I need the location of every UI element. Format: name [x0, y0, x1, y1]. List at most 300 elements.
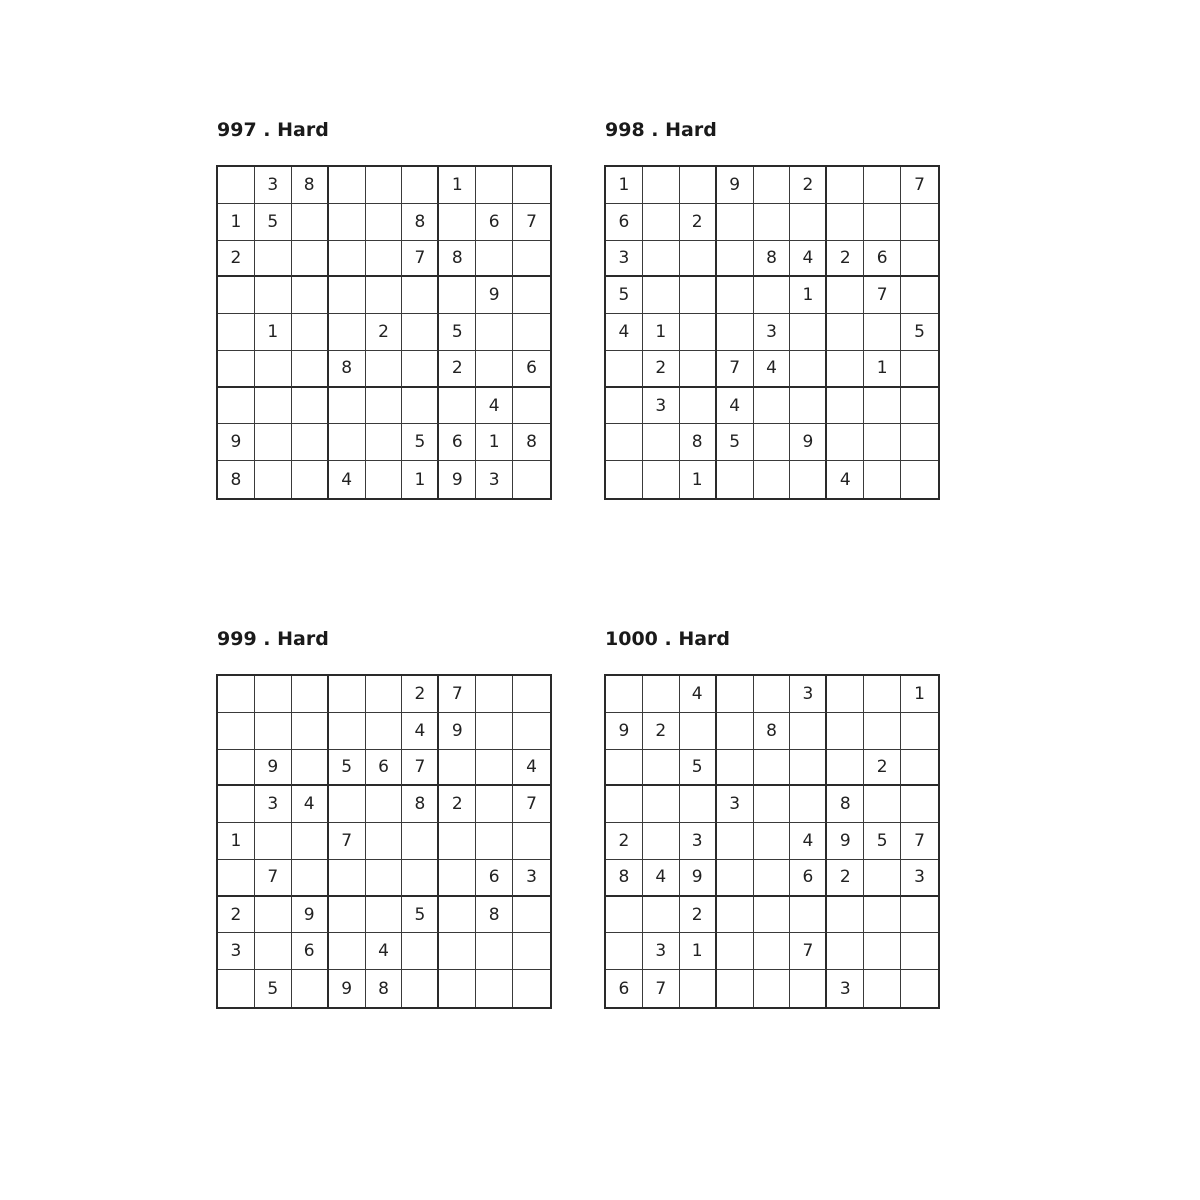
given-digit-cell: 4 [754, 351, 791, 388]
given-digit-cell: 2 [218, 897, 255, 934]
empty-cell[interactable] [476, 970, 513, 1007]
empty-cell[interactable] [790, 388, 827, 425]
given-digit-cell: 2 [606, 823, 643, 860]
empty-cell[interactable] [329, 277, 366, 314]
given-digit-cell: 2 [218, 241, 255, 278]
empty-cell[interactable] [292, 970, 329, 1007]
empty-cell[interactable] [754, 897, 791, 934]
empty-cell[interactable] [292, 461, 329, 498]
given-digit-cell: 4 [329, 461, 366, 498]
given-digit-cell: 6 [606, 204, 643, 241]
empty-cell[interactable] [606, 461, 643, 498]
empty-cell[interactable] [292, 713, 329, 750]
given-digit-cell: 9 [218, 424, 255, 461]
empty-cell[interactable] [754, 277, 791, 314]
given-digit-cell: 9 [606, 713, 643, 750]
empty-cell[interactable] [402, 860, 439, 897]
empty-cell[interactable] [606, 388, 643, 425]
empty-cell[interactable] [901, 713, 938, 750]
empty-cell[interactable] [717, 314, 754, 351]
empty-cell[interactable] [864, 897, 901, 934]
given-digit-cell: 7 [901, 167, 938, 204]
given-digit-cell: 8 [218, 461, 255, 498]
empty-cell[interactable] [366, 860, 403, 897]
empty-cell[interactable] [218, 786, 255, 823]
empty-cell[interactable] [790, 713, 827, 750]
empty-cell[interactable] [864, 424, 901, 461]
given-digit-cell: 3 [680, 823, 717, 860]
empty-cell[interactable] [754, 786, 791, 823]
given-digit-cell: 6 [476, 860, 513, 897]
empty-cell[interactable] [790, 897, 827, 934]
given-digit-cell: 1 [476, 424, 513, 461]
empty-cell[interactable] [901, 351, 938, 388]
empty-cell[interactable] [366, 713, 403, 750]
empty-cell[interactable] [439, 933, 476, 970]
empty-cell[interactable] [366, 241, 403, 278]
empty-cell[interactable] [439, 823, 476, 860]
empty-cell[interactable] [513, 933, 550, 970]
empty-cell[interactable] [366, 676, 403, 713]
empty-cell[interactable] [790, 314, 827, 351]
empty-cell[interactable] [643, 241, 680, 278]
given-digit-cell: 3 [476, 461, 513, 498]
given-digit-cell: 5 [255, 970, 292, 1007]
empty-cell[interactable] [754, 933, 791, 970]
given-digit-cell: 1 [606, 167, 643, 204]
empty-cell[interactable] [790, 351, 827, 388]
empty-cell[interactable] [255, 461, 292, 498]
empty-cell[interactable] [255, 424, 292, 461]
empty-cell[interactable] [513, 241, 550, 278]
given-digit-cell: 6 [439, 424, 476, 461]
given-digit-cell: 7 [643, 970, 680, 1007]
empty-cell[interactable] [680, 277, 717, 314]
empty-cell[interactable] [790, 461, 827, 498]
empty-cell[interactable] [513, 314, 550, 351]
given-digit-cell: 7 [717, 351, 754, 388]
given-digit-cell: 9 [292, 897, 329, 934]
empty-cell[interactable] [717, 241, 754, 278]
empty-cell[interactable] [754, 676, 791, 713]
empty-cell[interactable] [717, 860, 754, 897]
empty-cell[interactable] [292, 388, 329, 425]
empty-cell[interactable] [292, 750, 329, 787]
empty-cell[interactable] [329, 424, 366, 461]
empty-cell[interactable] [218, 351, 255, 388]
empty-cell[interactable] [754, 860, 791, 897]
empty-cell[interactable] [680, 314, 717, 351]
empty-cell[interactable] [366, 424, 403, 461]
empty-cell[interactable] [439, 204, 476, 241]
given-digit-cell: 7 [439, 676, 476, 713]
given-digit-cell: 2 [643, 713, 680, 750]
empty-cell[interactable] [329, 241, 366, 278]
empty-cell[interactable] [292, 241, 329, 278]
given-digit-cell: 7 [790, 933, 827, 970]
given-digit-cell: 8 [754, 713, 791, 750]
empty-cell[interactable] [439, 897, 476, 934]
empty-cell[interactable] [476, 786, 513, 823]
empty-cell[interactable] [643, 897, 680, 934]
given-digit-cell: 8 [827, 786, 864, 823]
empty-cell[interactable] [790, 970, 827, 1007]
empty-cell[interactable] [754, 424, 791, 461]
empty-cell[interactable] [476, 713, 513, 750]
empty-cell[interactable] [366, 167, 403, 204]
given-digit-cell: 8 [366, 970, 403, 1007]
empty-cell[interactable] [255, 713, 292, 750]
given-digit-cell: 4 [790, 241, 827, 278]
given-digit-cell: 7 [402, 241, 439, 278]
empty-cell[interactable] [218, 676, 255, 713]
empty-cell[interactable] [255, 933, 292, 970]
empty-cell[interactable] [402, 970, 439, 1007]
given-digit-cell: 1 [218, 204, 255, 241]
given-digit-cell: 1 [680, 461, 717, 498]
given-digit-cell: 7 [255, 860, 292, 897]
empty-cell[interactable] [476, 314, 513, 351]
empty-cell[interactable] [643, 277, 680, 314]
empty-cell[interactable] [255, 676, 292, 713]
empty-cell[interactable] [680, 970, 717, 1007]
empty-cell[interactable] [643, 786, 680, 823]
empty-cell[interactable] [754, 204, 791, 241]
empty-cell[interactable] [864, 388, 901, 425]
given-digit-cell: 1 [255, 314, 292, 351]
given-digit-cell: 3 [643, 933, 680, 970]
given-digit-cell: 9 [329, 970, 366, 1007]
empty-cell[interactable] [754, 750, 791, 787]
empty-cell[interactable] [513, 713, 550, 750]
given-digit-cell: 3 [901, 860, 938, 897]
empty-cell[interactable] [790, 786, 827, 823]
empty-cell[interactable] [476, 933, 513, 970]
given-digit-cell: 3 [790, 676, 827, 713]
empty-cell[interactable] [827, 750, 864, 787]
empty-cell[interactable] [606, 750, 643, 787]
empty-cell[interactable] [513, 461, 550, 498]
empty-cell[interactable] [754, 167, 791, 204]
empty-cell[interactable] [901, 970, 938, 1007]
empty-cell[interactable] [292, 314, 329, 351]
given-digit-cell: 6 [292, 933, 329, 970]
empty-cell[interactable] [329, 314, 366, 351]
given-digit-cell: 5 [255, 204, 292, 241]
given-digit-cell: 2 [790, 167, 827, 204]
empty-cell[interactable] [476, 167, 513, 204]
empty-cell[interactable] [790, 750, 827, 787]
empty-cell[interactable] [292, 277, 329, 314]
empty-cell[interactable] [476, 676, 513, 713]
empty-cell[interactable] [606, 676, 643, 713]
given-digit-cell: 8 [329, 351, 366, 388]
given-digit-cell: 9 [790, 424, 827, 461]
empty-cell[interactable] [476, 823, 513, 860]
empty-cell[interactable] [255, 351, 292, 388]
empty-cell[interactable] [680, 351, 717, 388]
empty-cell[interactable] [255, 388, 292, 425]
given-digit-cell: 4 [827, 461, 864, 498]
empty-cell[interactable] [864, 204, 901, 241]
empty-cell[interactable] [827, 424, 864, 461]
empty-cell[interactable] [329, 204, 366, 241]
empty-cell[interactable] [513, 897, 550, 934]
given-digit-cell: 2 [366, 314, 403, 351]
sudoku-grid [604, 674, 940, 1009]
empty-cell[interactable] [366, 204, 403, 241]
empty-cell[interactable] [476, 241, 513, 278]
given-digit-cell: 3 [255, 167, 292, 204]
empty-cell[interactable] [606, 424, 643, 461]
empty-cell[interactable] [292, 860, 329, 897]
empty-cell[interactable] [827, 167, 864, 204]
given-digit-cell: 7 [864, 277, 901, 314]
empty-cell[interactable] [643, 461, 680, 498]
given-digit-cell: 3 [606, 241, 643, 278]
empty-cell[interactable] [292, 204, 329, 241]
given-digit-cell: 2 [827, 241, 864, 278]
empty-cell[interactable] [329, 167, 366, 204]
given-digit-cell: 7 [901, 823, 938, 860]
empty-cell[interactable] [717, 204, 754, 241]
empty-cell[interactable] [680, 388, 717, 425]
empty-cell[interactable] [864, 713, 901, 750]
empty-cell[interactable] [476, 750, 513, 787]
empty-cell[interactable] [901, 388, 938, 425]
empty-cell[interactable] [255, 823, 292, 860]
empty-cell[interactable] [366, 897, 403, 934]
empty-cell[interactable] [366, 786, 403, 823]
given-digit-cell: 7 [402, 750, 439, 787]
given-digit-cell: 9 [827, 823, 864, 860]
empty-cell[interactable] [827, 277, 864, 314]
empty-cell[interactable] [218, 750, 255, 787]
empty-cell[interactable] [329, 860, 366, 897]
empty-cell[interactable] [754, 970, 791, 1007]
empty-cell[interactable] [402, 277, 439, 314]
empty-cell[interactable] [292, 424, 329, 461]
empty-cell[interactable] [717, 750, 754, 787]
empty-cell[interactable] [402, 933, 439, 970]
given-digit-cell: 5 [901, 314, 938, 351]
empty-cell[interactable] [680, 167, 717, 204]
empty-cell[interactable] [292, 823, 329, 860]
empty-cell[interactable] [717, 970, 754, 1007]
empty-cell[interactable] [606, 351, 643, 388]
given-digit-cell: 3 [717, 786, 754, 823]
given-digit-cell: 6 [366, 750, 403, 787]
empty-cell[interactable] [680, 786, 717, 823]
given-digit-cell: 2 [680, 897, 717, 934]
empty-cell[interactable] [717, 676, 754, 713]
empty-cell[interactable] [218, 713, 255, 750]
empty-cell[interactable] [790, 204, 827, 241]
empty-cell[interactable] [864, 933, 901, 970]
empty-cell[interactable] [717, 933, 754, 970]
given-digit-cell: 2 [827, 860, 864, 897]
empty-cell[interactable] [864, 676, 901, 713]
given-digit-cell: 5 [402, 424, 439, 461]
empty-cell[interactable] [827, 933, 864, 970]
given-digit-cell: 8 [754, 241, 791, 278]
given-digit-cell: 4 [643, 860, 680, 897]
given-digit-cell: 2 [439, 351, 476, 388]
empty-cell[interactable] [901, 750, 938, 787]
empty-cell[interactable] [901, 933, 938, 970]
empty-cell[interactable] [827, 897, 864, 934]
given-digit-cell: 4 [717, 388, 754, 425]
empty-cell[interactable] [901, 424, 938, 461]
empty-cell[interactable] [218, 167, 255, 204]
empty-cell[interactable] [754, 823, 791, 860]
empty-cell[interactable] [439, 860, 476, 897]
empty-cell[interactable] [680, 713, 717, 750]
empty-cell[interactable] [606, 897, 643, 934]
given-digit-cell: 8 [292, 167, 329, 204]
empty-cell[interactable] [402, 167, 439, 204]
empty-cell[interactable] [643, 424, 680, 461]
empty-cell[interactable] [864, 167, 901, 204]
empty-cell[interactable] [292, 676, 329, 713]
given-digit-cell: 9 [680, 860, 717, 897]
given-digit-cell: 5 [402, 897, 439, 934]
empty-cell[interactable] [606, 933, 643, 970]
empty-cell[interactable] [329, 713, 366, 750]
given-digit-cell: 3 [513, 860, 550, 897]
empty-cell[interactable] [402, 388, 439, 425]
empty-cell[interactable] [717, 897, 754, 934]
empty-cell[interactable] [218, 277, 255, 314]
empty-cell[interactable] [255, 277, 292, 314]
empty-cell[interactable] [329, 897, 366, 934]
given-digit-cell: 2 [864, 750, 901, 787]
empty-cell[interactable] [643, 676, 680, 713]
given-digit-cell: 5 [864, 823, 901, 860]
given-digit-cell: 3 [218, 933, 255, 970]
empty-cell[interactable] [439, 750, 476, 787]
empty-cell[interactable] [827, 713, 864, 750]
given-digit-cell: 8 [606, 860, 643, 897]
empty-cell[interactable] [439, 388, 476, 425]
empty-cell[interactable] [643, 750, 680, 787]
puzzle-title: 998 . Hard [605, 119, 717, 141]
given-digit-cell: 4 [476, 388, 513, 425]
empty-cell[interactable] [754, 388, 791, 425]
empty-cell[interactable] [827, 204, 864, 241]
empty-cell[interactable] [402, 823, 439, 860]
given-digit-cell: 2 [402, 676, 439, 713]
empty-cell[interactable] [513, 167, 550, 204]
given-digit-cell: 1 [864, 351, 901, 388]
empty-cell[interactable] [218, 314, 255, 351]
empty-cell[interactable] [329, 676, 366, 713]
empty-cell[interactable] [864, 970, 901, 1007]
given-digit-cell: 1 [901, 676, 938, 713]
given-digit-cell: 9 [439, 461, 476, 498]
given-digit-cell: 9 [439, 713, 476, 750]
empty-cell[interactable] [513, 388, 550, 425]
empty-cell[interactable] [439, 970, 476, 1007]
given-digit-cell: 8 [402, 786, 439, 823]
empty-cell[interactable] [717, 823, 754, 860]
empty-cell[interactable] [329, 933, 366, 970]
empty-cell[interactable] [513, 277, 550, 314]
empty-cell[interactable] [901, 897, 938, 934]
empty-cell[interactable] [513, 970, 550, 1007]
empty-cell[interactable] [218, 970, 255, 1007]
empty-cell[interactable] [218, 388, 255, 425]
given-digit-cell: 6 [864, 241, 901, 278]
empty-cell[interactable] [476, 351, 513, 388]
given-digit-cell: 2 [439, 786, 476, 823]
empty-cell[interactable] [255, 241, 292, 278]
empty-cell[interactable] [643, 823, 680, 860]
empty-cell[interactable] [218, 860, 255, 897]
empty-cell[interactable] [402, 314, 439, 351]
empty-cell[interactable] [366, 351, 403, 388]
empty-cell[interactable] [827, 314, 864, 351]
given-digit-cell: 3 [255, 786, 292, 823]
empty-cell[interactable] [643, 167, 680, 204]
empty-cell[interactable] [366, 823, 403, 860]
empty-cell[interactable] [864, 461, 901, 498]
empty-cell[interactable] [827, 351, 864, 388]
empty-cell[interactable] [901, 461, 938, 498]
given-digit-cell: 2 [643, 351, 680, 388]
empty-cell[interactable] [717, 461, 754, 498]
empty-cell[interactable] [329, 388, 366, 425]
empty-cell[interactable] [366, 461, 403, 498]
empty-cell[interactable] [901, 786, 938, 823]
given-digit-cell: 8 [513, 424, 550, 461]
empty-cell[interactable] [366, 277, 403, 314]
empty-cell[interactable] [643, 204, 680, 241]
given-digit-cell: 6 [790, 860, 827, 897]
given-digit-cell: 5 [439, 314, 476, 351]
given-digit-cell: 6 [606, 970, 643, 1007]
empty-cell[interactable] [513, 676, 550, 713]
given-digit-cell: 1 [439, 167, 476, 204]
empty-cell[interactable] [717, 277, 754, 314]
empty-cell[interactable] [754, 461, 791, 498]
given-digit-cell: 8 [402, 204, 439, 241]
given-digit-cell: 1 [790, 277, 827, 314]
given-digit-cell: 7 [329, 823, 366, 860]
empty-cell[interactable] [606, 786, 643, 823]
empty-cell[interactable] [827, 676, 864, 713]
empty-cell[interactable] [901, 277, 938, 314]
empty-cell[interactable] [864, 860, 901, 897]
empty-cell[interactable] [292, 351, 329, 388]
empty-cell[interactable] [329, 786, 366, 823]
empty-cell[interactable] [439, 277, 476, 314]
given-digit-cell: 3 [754, 314, 791, 351]
empty-cell[interactable] [827, 388, 864, 425]
empty-cell[interactable] [864, 786, 901, 823]
empty-cell[interactable] [255, 897, 292, 934]
given-digit-cell: 1 [402, 461, 439, 498]
empty-cell[interactable] [402, 351, 439, 388]
given-digit-cell: 4 [292, 786, 329, 823]
empty-cell[interactable] [717, 713, 754, 750]
empty-cell[interactable] [513, 823, 550, 860]
empty-cell[interactable] [680, 241, 717, 278]
empty-cell[interactable] [901, 241, 938, 278]
empty-cell[interactable] [864, 314, 901, 351]
empty-cell[interactable] [901, 204, 938, 241]
empty-cell[interactable] [366, 388, 403, 425]
